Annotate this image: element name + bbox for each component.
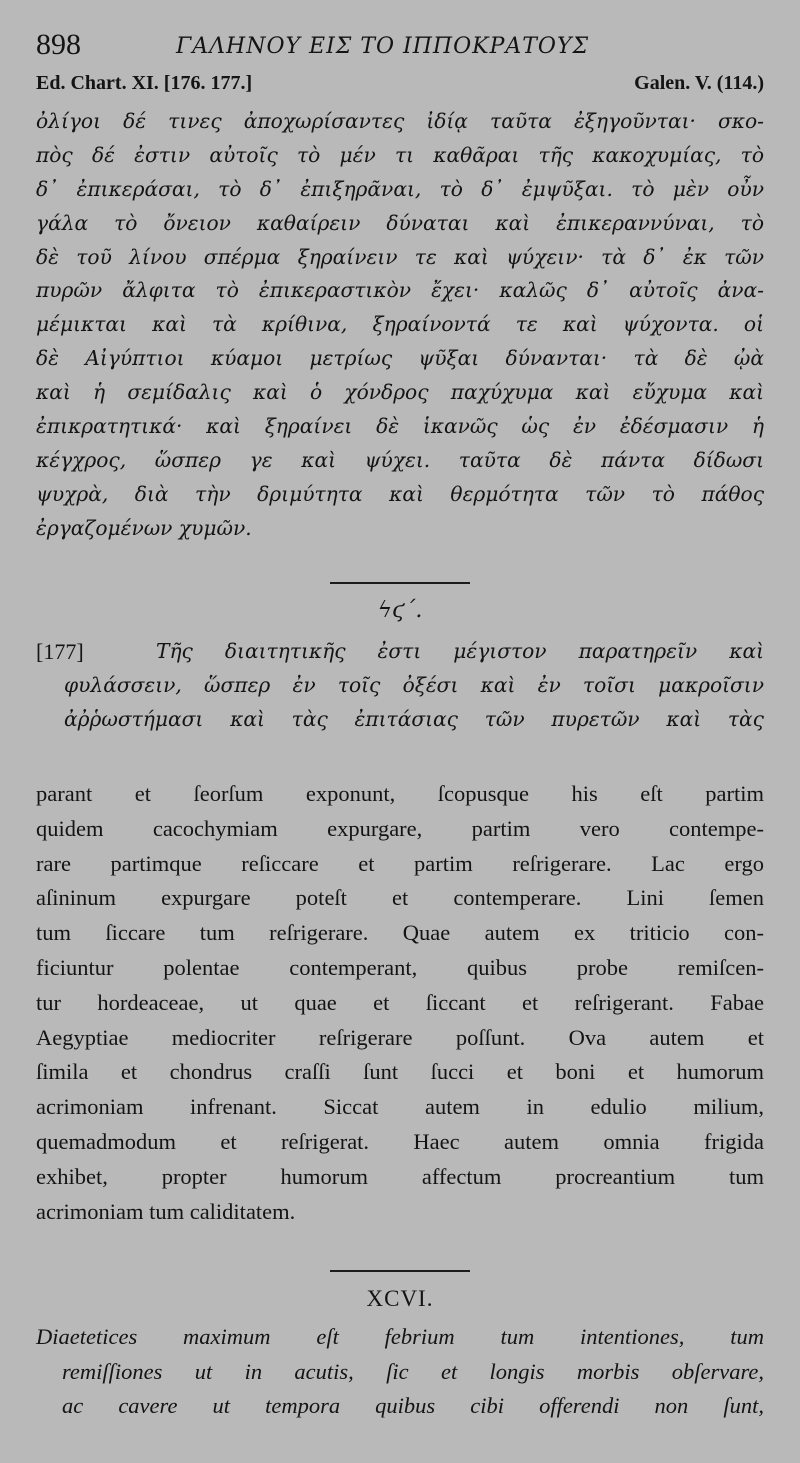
greek-text-line: κέγχρος, ὥσπερ γε καὶ ψύχει. ταῦτα δὲ πάντα δίδωσι [36,447,764,472]
latin-text-line: acrimoniam tum caliditatem. [36,1198,296,1224]
latin-text-line: aſininum expurgare poteſt et contemperare. Lini ſemen [36,885,764,911]
greek-section-number: ϟϛ´. [377,598,423,623]
running-title: ΓΑΛΗΝΟΥ ΕΙΣ ΤΟ ΙΠΠΟΚΡΑΤΟΥΣ [176,34,590,59]
latin-translation-passage [36,777,764,1229]
page-number: 898 [36,28,81,61]
latin-text-line: ficiuntur polentae contemperant, quibus probe remiſcen- [36,954,764,980]
latin-text-line: quidem cacochymiam expurgare, partim vero contempe- [36,815,764,841]
latin-aphorism-line: Diaetetices maximum eſt febrium tum intentiones, tum [36,1324,764,1349]
page-header [36,28,764,68]
latin-aphorism-passage [36,1320,764,1424]
greek-aphorism-line: ἀῤῥωστήμασι καὶ τὰς ἐπιτάσιας τῶν πυρετῶν καὶ τὰς [64,706,764,731]
section-divider [330,582,470,584]
edition-reference-kuehn: Galen. V. (114.) [634,72,764,94]
greek-text-line: γάλα τὸ ὄνειον καθαίρειν δύναται καὶ ἐπικεραννύναι, τὸ [36,210,764,235]
greek-text-line: πὸς δέ ἐστιν αὐτοῖς τὸ μέν τι καθᾶραι τῆς κακοχυμίας, τὸ [36,142,764,167]
latin-text-line: tum ſiccare tum reſrigerare. Quae autem ex triticio con- [36,920,764,946]
greek-text-line: ὀλίγοι δέ τινες ἀποχωρίσαντες ἰδίᾳ ταῦτα ἐξηγοῦνται· σκο- [36,109,764,133]
edition-reference-chartier: Ed. Chart. XI. [176. 177.] [36,72,253,94]
latin-text-line: parant et ſeorſum exponunt, ſcopusque his eſt partim [36,781,764,806]
latin-section-number: XCVI. [366,1286,434,1311]
greek-text-line: ἐργαζομένων χυμῶν. [36,515,252,540]
greek-aphorism-passage [36,635,764,737]
latin-aphorism-line: remiſſiones ut in acutis, ſic et longis morbis obſervare, [62,1358,764,1384]
greek-text-line: καὶ ἡ σεμίδαλις καὶ ὁ χόνδρος παχύχυμα καὶ εὔχυμα καὶ [36,380,764,405]
greek-text-line: δὲ Αἰγύπτιοι κύαμοι μετρίως ψῦξαι δύνανται· τὰ δὲ ᾠὰ [36,346,764,371]
latin-text-line: quemadmodum et reſrigerat. Haec autem omnia frigida [36,1128,764,1154]
greek-aphorism-line: φυλάσσειν, ὥσπερ ἐν τοῖς ὀξέσι καὶ ἐν τοῖσι μακροῖσιν [64,672,764,697]
greek-commentary-passage [36,105,764,546]
greek-aphorism-line: Τῆς διαιτητικῆς ἐστι μέγιστον παρατηρεῖν καὶ [156,639,764,663]
latin-text-line: rare partimque reſiccare et partim reſrigerare. Lac ergo [36,850,764,876]
latin-text-line: ſimila et chondrus craſſi ſunt ſucci et boni et humorum [36,1059,764,1085]
greek-text-line: πυρῶν ἄλφιτα τὸ ἐπικεραστικὸν ἔχει· καλῶς δ᾽ αὐτοῖς ἀνα- [36,278,764,303]
latin-aphorism-line: ac cavere ut tempora quibus cibi offerendi non ſunt, [62,1393,764,1418]
greek-text-line: δ᾽ ἐπικεράσαι, τὸ δ᾽ ἐπιξηρᾶναι, τὸ δ᾽ ἐμψῦξαι. τὸ μὲν οὖν [36,176,764,201]
greek-text-line: μέμικται καὶ τὰ κρίθινα, ξηραίνοντά τε καὶ ψύχοντα. οἱ [36,312,764,337]
greek-text-line: ψυχρὰ, διὰ τὴν δριμύτητα καὶ θερμότητα τῶν τὸ πάθος [36,481,764,506]
greek-text-line: δὲ τοῦ λίνου σπέρμα ξηραίνειν τε καὶ ψύχειν· τὰ δ᾽ ἐκ τῶν [36,244,764,269]
latin-text-line: Aegyptiae mediocriter reſrigerare poſſunt. Ova autem et [36,1024,764,1050]
latin-text-line: tur hordeaceae, ut quae et ſiccant et reſrigerant. Fabae [36,989,764,1015]
latin-text-line: acrimoniam infrenant. Siccat autem in edulio milium, [36,1094,764,1120]
greek-text-line: ἐπικρατητικά· καὶ ξηραίνει δὲ ἱκανῶς ὡς ἐν ἐδέσμασιν ἡ [36,414,764,439]
latin-text-line: exhibet, propter humorum affectum procreantium tum [36,1163,764,1189]
page-bracket-marker: [177] [36,639,84,664]
section-divider [330,1270,470,1272]
